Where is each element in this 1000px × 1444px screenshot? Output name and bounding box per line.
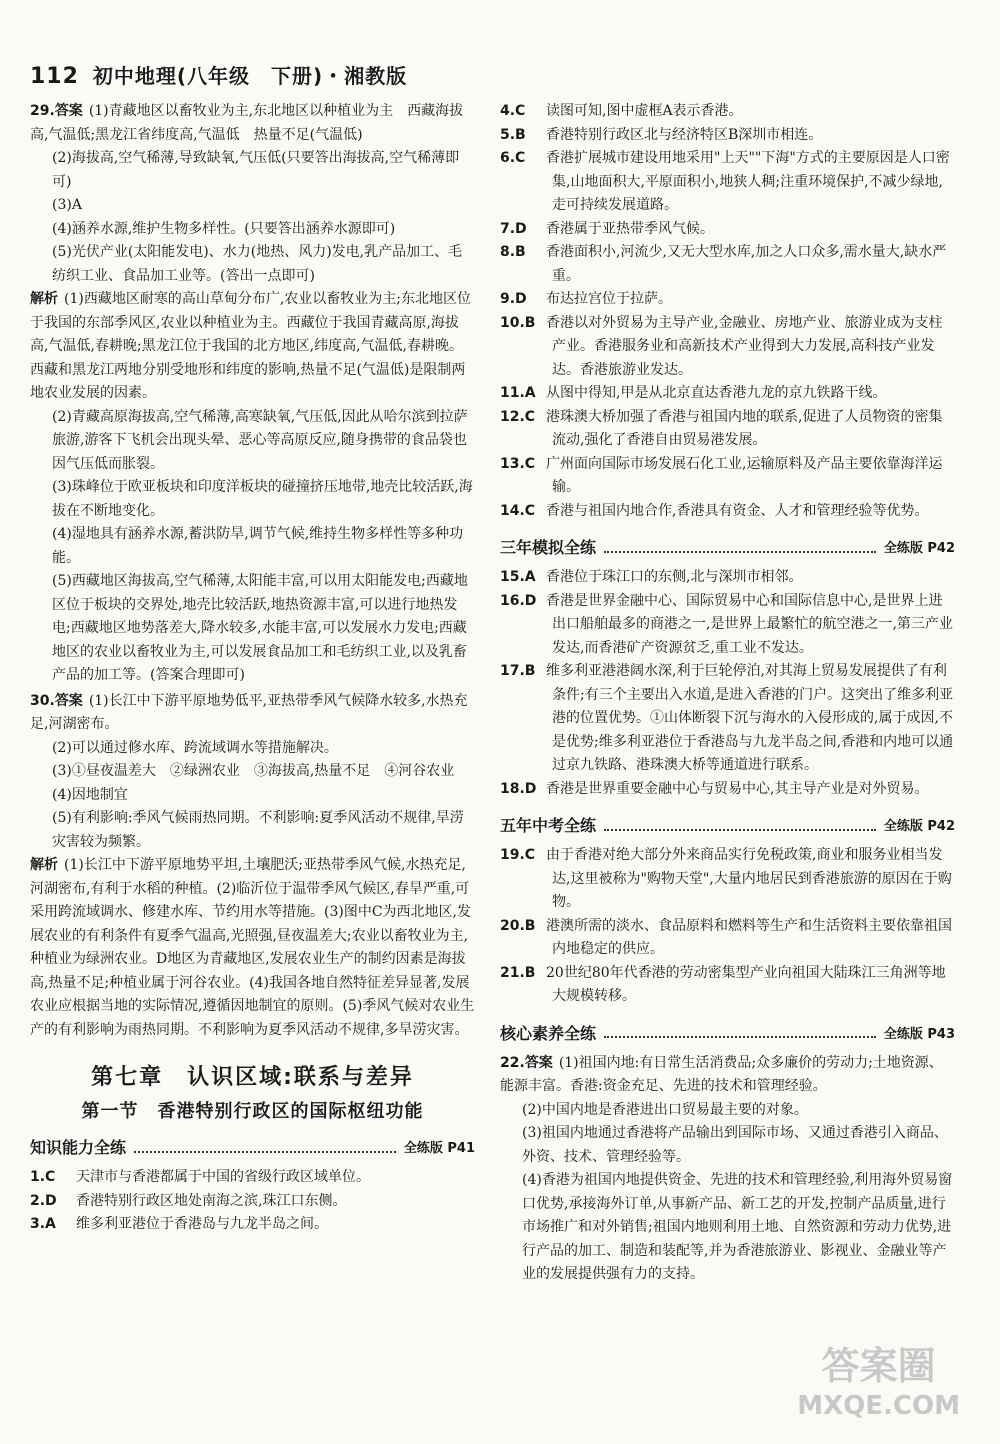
section-heading-title: 核心素养全练 <box>500 1023 597 1043</box>
answer-text: (5)有利影响:季风气候雨热同期。不利影响:夏季风活动不规律,旱涝灾害较为频繁。 <box>52 810 464 850</box>
item-number: 3.A <box>30 1216 56 1232</box>
item-number: 21.B <box>500 964 536 981</box>
answer-list-1 <box>30 1166 475 1237</box>
item-number: 18.D <box>500 780 537 797</box>
item-text: 港澳所需的淡水、食品原料和燃料等生产和生活资料主要依靠祖国内地稳定的供应。 <box>546 917 952 957</box>
analysis-text: (5)西藏地区海拔高,空气稀薄,太阳能丰富,可以用太阳能发电;西藏地区位于板块的交界处,地壳比较活跃,地热资源丰富,可以进行地热发电;西藏地区地势落差大,降水较多,水能丰富,可以发展水力发电;西藏地区的农业以畜牧业为主,可以发展食品加工和毛纺织工业,以及乳畜产品的加工等。(答案合理即可) <box>52 573 468 683</box>
analysis-text: (1)西藏地区耐寒的高山草甸分布广,农业以畜牧业为主;东北地区位于我国的东部季风区,农业以种植业为主。西藏位于我国青藏高原,海拔高,气温低,春耕晚;黑龙江位于我国的北方地区,纬度高,气温低,春耕晚。西藏和黑龙江两地分别受地形和纬度的影响,热量不足(气温低)是限制两地农业发展的因素。 <box>30 291 471 401</box>
analysis-tag: 解析 <box>30 857 58 873</box>
list-item <box>500 124 955 148</box>
answer-list-2 <box>500 566 955 801</box>
question-number: 22. <box>500 1054 525 1071</box>
item-number: 8.B <box>500 244 526 260</box>
list-item <box>500 844 955 915</box>
item-text: 从图中得知,甲是从北京直达香港九龙的京九铁路干线。 <box>546 385 887 401</box>
list-item <box>500 382 955 406</box>
list-item <box>500 288 955 312</box>
page-header <box>30 60 407 89</box>
question-29 <box>30 100 475 688</box>
item-text: 香港与祖国内地合作,香港具有资金、人才和管理经验等优势。 <box>546 502 929 519</box>
watermark-line: 答案圈 <box>821 1344 936 1388</box>
answer-text: (3)A <box>52 197 82 213</box>
analysis-text: (1)长江中下游平原地势平坦,土壤肥沃;亚热带季风气候,水热充足,河湖密布,有利于水稻的种植。(2)临沂位于温带季风气候区,春旱严重,可采用跨流域调水、修建水库、节约用水等措施。(3)图中C为西北地区,发展农业的有利条件有夏季气温高,光照强,昼夜温差大;农业以畜牧业为主,种植业为绿洲农业。D地区为青藏地区,发展农业生产的制约因素是海拔高,热量不足;种植业属于河谷农业。(4)我国各地自然特征差异显著,发展农业应根据当地的实际情况,遵循因地制宜的原则。(5)季风气候对农业生产的有利影响为雨热同期。不利影响为夏季风活动不规律,多旱涝灾害。 <box>30 857 475 1038</box>
answer-text: (1)祖国内地:有日常生活消费品;众多廉价的劳动力;土地资源、能源丰富。香港:资金充足、先进的技术和管理经验。 <box>500 1054 943 1094</box>
section-heading-knowledge <box>30 1135 475 1158</box>
answer-text: (5)光伏产业(太阳能发电)、水力(地热、风力)发电,乳产品加工、毛纺织工业、食品加工业等。(答出一点即可) <box>52 244 463 284</box>
list-item <box>500 406 955 453</box>
answer-tag: 答案 <box>54 103 83 119</box>
section-heading-title: 知识能力全练 <box>30 1138 127 1157</box>
item-text: 20世纪80年代香港的劳动密集型产业向祖国大陆珠江三角洲等地大规模转移。 <box>546 964 946 1004</box>
dotted-leader <box>604 541 876 553</box>
section-heading-ref: 全练版 P42 <box>883 819 955 834</box>
item-text: 维多利亚港港阔水深,利于巨轮停泊,对其海上贸易发展提供了有利条件;有三个主要出入水道,是进入香港的门户。这突出了维多利亚港的位置优势。①山体断裂下沉与海水的入侵形成的,属于成因,不是优势;维多利亚港位于香港岛与九龙半岛之间,香港和内地可以通过京九铁路、港珠澳大桥等通道进行联系。 <box>546 663 954 773</box>
section-heading-ref: 全练版 P43 <box>883 1026 955 1042</box>
list-item <box>500 660 955 778</box>
dotted-leader <box>604 819 876 831</box>
item-number: 20.B <box>500 917 536 934</box>
answer-text: (4)香港为祖国内地提供资金、先进的技术和管理经验,利用海外贸易窗口优势,承接海外订单,从事新产品、新工艺的开发,控制产品质量,进行市场推广和对外销售;祖国内地则利用土地、自然资源和劳动力优势,进行产品的加工、制造和装配等,并为香港旅游业、影视业、金融业等产业的发展提供强有力的支持。 <box>522 1172 953 1282</box>
analysis-text: (4)湿地具有涵养水源,蓄洪防旱,调节气候,维持生物多样性等多种功能。 <box>52 526 464 566</box>
item-text: 布达拉宫位于拉萨。 <box>546 291 672 307</box>
page-number: 112 <box>30 64 79 89</box>
list-item <box>500 147 955 218</box>
item-number: 19.C <box>500 847 536 863</box>
item-text: 读图可知,图中虚框A表示香港。 <box>546 103 743 119</box>
list-item <box>500 590 955 661</box>
item-text: 香港是世界金融中心、国际贸易中心和国际信息中心,是世界上进出口船舶最多的商港之一,是世界上最繁忙的航空港之一,第三产业发达,而香港矿产资源贫乏,重工业不发达。 <box>546 592 953 656</box>
answer-text: (1)长江中下游平原地势低平,亚热带季风气候降水较多,水热充足,河湖密布。 <box>30 692 468 732</box>
list-item <box>30 1213 475 1237</box>
list-item <box>30 1166 475 1190</box>
item-text: 香港特别行政区地处南海之滨,珠江口东侧。 <box>76 1192 347 1209</box>
list-item <box>500 962 955 1009</box>
answer-tag: 答案 <box>54 692 83 709</box>
item-number: 1.C <box>30 1169 56 1185</box>
item-number: 16.D <box>500 592 537 609</box>
item-number: 4.C <box>500 103 526 119</box>
book-title: 初中地理(八年级 下册)・湘教版 <box>92 64 408 88</box>
chapter-title: 第七章 认识区域:联系与差异 <box>91 1065 414 1090</box>
left-column <box>30 100 475 1237</box>
section-title: 第一节 香港特别行政区的国际枢纽功能 <box>81 1101 424 1122</box>
section-heading-title: 五年中考全练 <box>500 816 597 835</box>
list-item <box>500 500 955 524</box>
question-number: 29. <box>30 103 55 119</box>
answer-text: (2)海拔高,空气稀薄,导致缺氧,气压低(只要答出海拔高,空气稀薄即可) <box>52 150 460 190</box>
answer-tag: 答案 <box>524 1054 553 1071</box>
answer-text: (3)①昼夜温差大 ②绿洲农业 ③海拔高,热量不足 ④河谷农业 <box>52 763 455 779</box>
section-heading-ref: 全练版 P42 <box>883 541 955 556</box>
list-item <box>500 312 955 383</box>
right-column <box>500 100 955 1287</box>
watermark-line: MXQE.COM <box>797 1391 960 1421</box>
item-text: 香港是世界重要金融中心与贸易中心,其主导产业是对外贸易。 <box>546 780 929 797</box>
item-text: 天津市与香港都属于中国的省级行政区域单位。 <box>76 1169 370 1185</box>
answer-text: (3)祖国内地通过香港将产品输出到国际市场、又通过香港引入商品、外资、技术、管理经验等。 <box>522 1125 948 1165</box>
answer-text: (2)中国内地是香港进出口贸易最主要的对象。 <box>522 1101 808 1118</box>
item-number: 13.C <box>500 455 536 472</box>
item-number: 6.C <box>500 150 526 166</box>
item-number: 10.B <box>500 314 536 331</box>
section-heading-title: 三年模拟全练 <box>500 538 597 557</box>
item-number: 15.A <box>500 569 536 585</box>
answer-text: (4)涵养水源,维护生物多样性。(只要答出涵养水源即可) <box>52 220 396 237</box>
list-item <box>500 100 955 124</box>
item-text: 香港扩展城市建设用地采用"上天""下海"方式的主要原因是人口密集,山地面积大,平原面积小,地狭人稠;注重环境保护,不减少绿地,走可持续发展道路。 <box>546 150 950 213</box>
item-text: 香港属于亚热带季风气候。 <box>546 220 714 237</box>
section-heading-ref: 全练版 P41 <box>403 1141 475 1156</box>
answer-text: (1)青藏地区以畜牧业为主,东北地区以种植业为主 西藏海拔高,气温低;黑龙江省纬度高,气温低 热量不足(气温低) <box>30 103 464 143</box>
item-number: 17.B <box>500 663 536 679</box>
item-text: 港珠澳大桥加强了香港与祖国内地的联系,促进了人员物资的密集流动,强化了香港自由贸易港发展。 <box>546 408 943 448</box>
list-item <box>500 915 955 962</box>
item-number: 14.C <box>500 502 536 519</box>
section-heading-three-year <box>500 535 955 558</box>
item-number: 12.C <box>500 408 536 425</box>
question-30 <box>30 690 475 1043</box>
list-item <box>500 241 955 288</box>
item-number: 2.D <box>30 1192 57 1209</box>
dotted-leader <box>604 1026 876 1038</box>
section-heading-five-year <box>500 813 955 836</box>
list-item <box>500 218 955 242</box>
question-number: 30. <box>30 692 55 709</box>
item-text: 香港面积小,河流少,又无大型水库,加之人口众多,需水量大,缺水严重。 <box>546 244 947 284</box>
item-number: 5.B <box>500 126 526 143</box>
watermark-logo <box>797 1346 960 1426</box>
item-text: 香港以对外贸易为主导产业,金融业、房地产业、旅游业成为支柱产业。香港服务业和高新技术产业得到大力发展,高科技产业发达。香港旅游业发达。 <box>546 314 943 378</box>
item-text: 广州面向国际市场发展石化工业,运输原料及产品主要依靠海洋运输。 <box>546 455 943 495</box>
dotted-leader <box>134 1141 396 1153</box>
answer-text: (2)可以通过修水库、跨流域调水等措施解决。 <box>52 739 338 756</box>
question-22 <box>500 1052 955 1287</box>
item-text: 由于香港对绝大部分外来商品实行免税政策,商业和服务业相当发达,这里被称为"购物天堂",大量内地居民到香港旅游的原因在于购物。 <box>546 847 952 910</box>
list-item <box>500 566 955 590</box>
item-text: 香港特别行政区北与经济特区B深圳市相连。 <box>546 126 823 143</box>
item-number: 11.A <box>500 385 536 401</box>
answer-list-3 <box>500 844 955 1009</box>
item-number: 7.D <box>500 220 527 237</box>
answer-text: (4)因地制宜 <box>52 786 128 803</box>
analysis-text: (3)珠峰位于欧亚板块和印度洋板块的碰撞挤压地带,地壳比较活跃,海拔在不断地变化。 <box>52 479 473 519</box>
analysis-text: (2)青藏高原海拔高,空气稀薄,高寒缺氧,气压低,因此从哈尔滨到拉萨旅游,游客下飞机会出现头晕、恶心等高原反应,随身携带的食品袋也因气压低而胀裂。 <box>52 408 468 472</box>
answer-list-1b <box>500 100 955 523</box>
section-heading-core-literacy <box>500 1021 955 1044</box>
analysis-tag: 解析 <box>30 291 58 307</box>
item-number: 9.D <box>500 291 527 307</box>
list-item <box>500 453 955 500</box>
item-text: 维多利亚港位于香港岛与九龙半岛之间。 <box>76 1216 328 1232</box>
list-item <box>500 778 955 802</box>
item-text: 香港位于珠江口的东侧,北与深圳市相邻。 <box>546 569 803 585</box>
list-item <box>30 1190 475 1214</box>
